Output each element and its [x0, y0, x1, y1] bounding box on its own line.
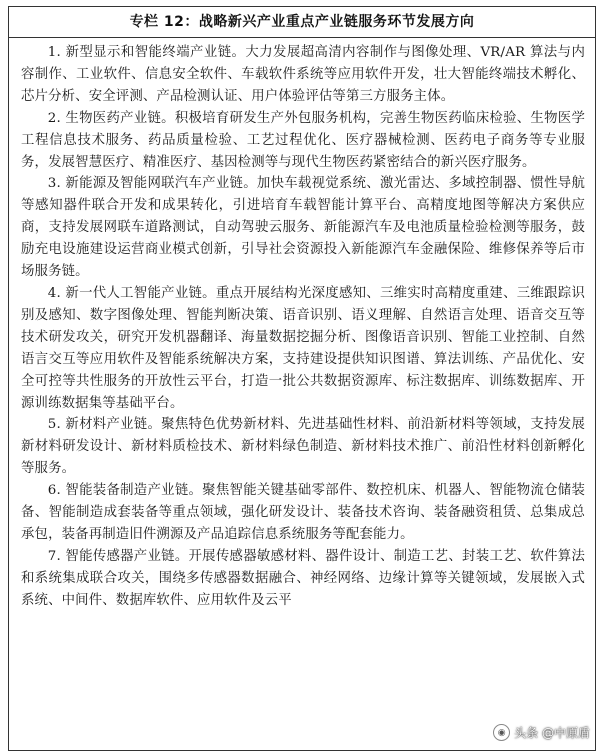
paragraph-smart-sensors: 7. 智能传感器产业链。开展传感器敏感材料、器件设计、制造工艺、封装工艺、软件算法和系统集成联合攻关，围绕多传感器数据融合、神经网络、边缘计算等关键领域，发展嵌入式系统、中间件、数据库软件、应用软件及云平: [21, 548, 585, 608]
paragraph-artificial-intelligence: 4. 新一代人工智能产业链。重点开展结构光深度感知、三维实时高精度重建、三维跟踪识别及感知、数字图像处理、智能判断决策、语音识别、语义理解、自然语言处理、语音交互等技术研发攻关，研究开发机器翻译、海量数据挖掘分析、图像语音识别、智能工业控制、自然语言交互等应用软件及智能系统解决方案，支持建设提供知识图谱、算法训练、产品优化、安全可控等共性服务的开放性云平台，打造一批公共数据资源库、标注数据库、训练数据库、开源训练数据集等基础平台。: [21, 285, 585, 411]
column-title: 专栏 12：战略新兴产业重点产业链服务环节发展方向: [9, 7, 595, 38]
toutiao-logo-icon: ◉: [493, 724, 510, 741]
watermark-text: 头条 @中原盾: [514, 726, 590, 740]
paragraph-intelligent-equipment: 6. 智能装备制造产业链。聚焦智能关键基础零部件、数控机床、机器人、智能物流仓储装备、智能制造成套装备等重点领域，强化研发设计、装备技术咨询、装备融资租赁、总集成总承包，装备再制造旧件溯源及产品追踪信息系统服务等配套能力。: [21, 483, 585, 542]
paragraph-biomedicine: 2. 生物医药产业链。积极培育研发生产外包服务机构，完善生物医药临床检验、生物医学工程信息技术服务、药品质量检验、工艺过程优化、医疗器械检测、医药电子商务等专业服务，发展智慧医疗、精准医疗、基因检测等与现代生物医药紧密结合的新兴医疗服务。: [21, 110, 585, 170]
paragraph-new-materials: 5. 新材料产业链。聚焦特色优势新材料、先进基础性材料、前沿新材料等领域，支持发展新材料研发设计、新材料质检技术、新材料绿色制造、新材料技术推广、前沿性材料创新孵化等服务。: [21, 417, 585, 477]
paragraph-display-terminal: 1. 新型显示和智能终端产业链。大力发展超高清内容制作与图像处理、VR/AR 算法与内容制作、工业软件、信息安全软件、车载软件系统等应用软件开发，壮大智能终端技术孵化、芯片分析、安全评测、产品检测认证、用户体验评估等第三方服务主体。: [21, 45, 585, 104]
column-content: [9, 38, 595, 612]
paragraph-new-energy-vehicles: 3. 新能源及智能网联汽车产业链。加快车载视觉系统、激光雷达、多域控制器、惯性导航等感知器件联合开发和成果转化，引进培育车载智能计算平台、高精度地图等解决方案供应商，支持发展网联车道路测试，自动驾驶云服务、新能源汽车及电池质量检验检测等服务，鼓励充电设施建设运营商业模式创新，引导社会资源投入新能源汽车金融保险、维修保养等后市场服务链。: [21, 176, 585, 280]
column-box: [8, 6, 596, 751]
